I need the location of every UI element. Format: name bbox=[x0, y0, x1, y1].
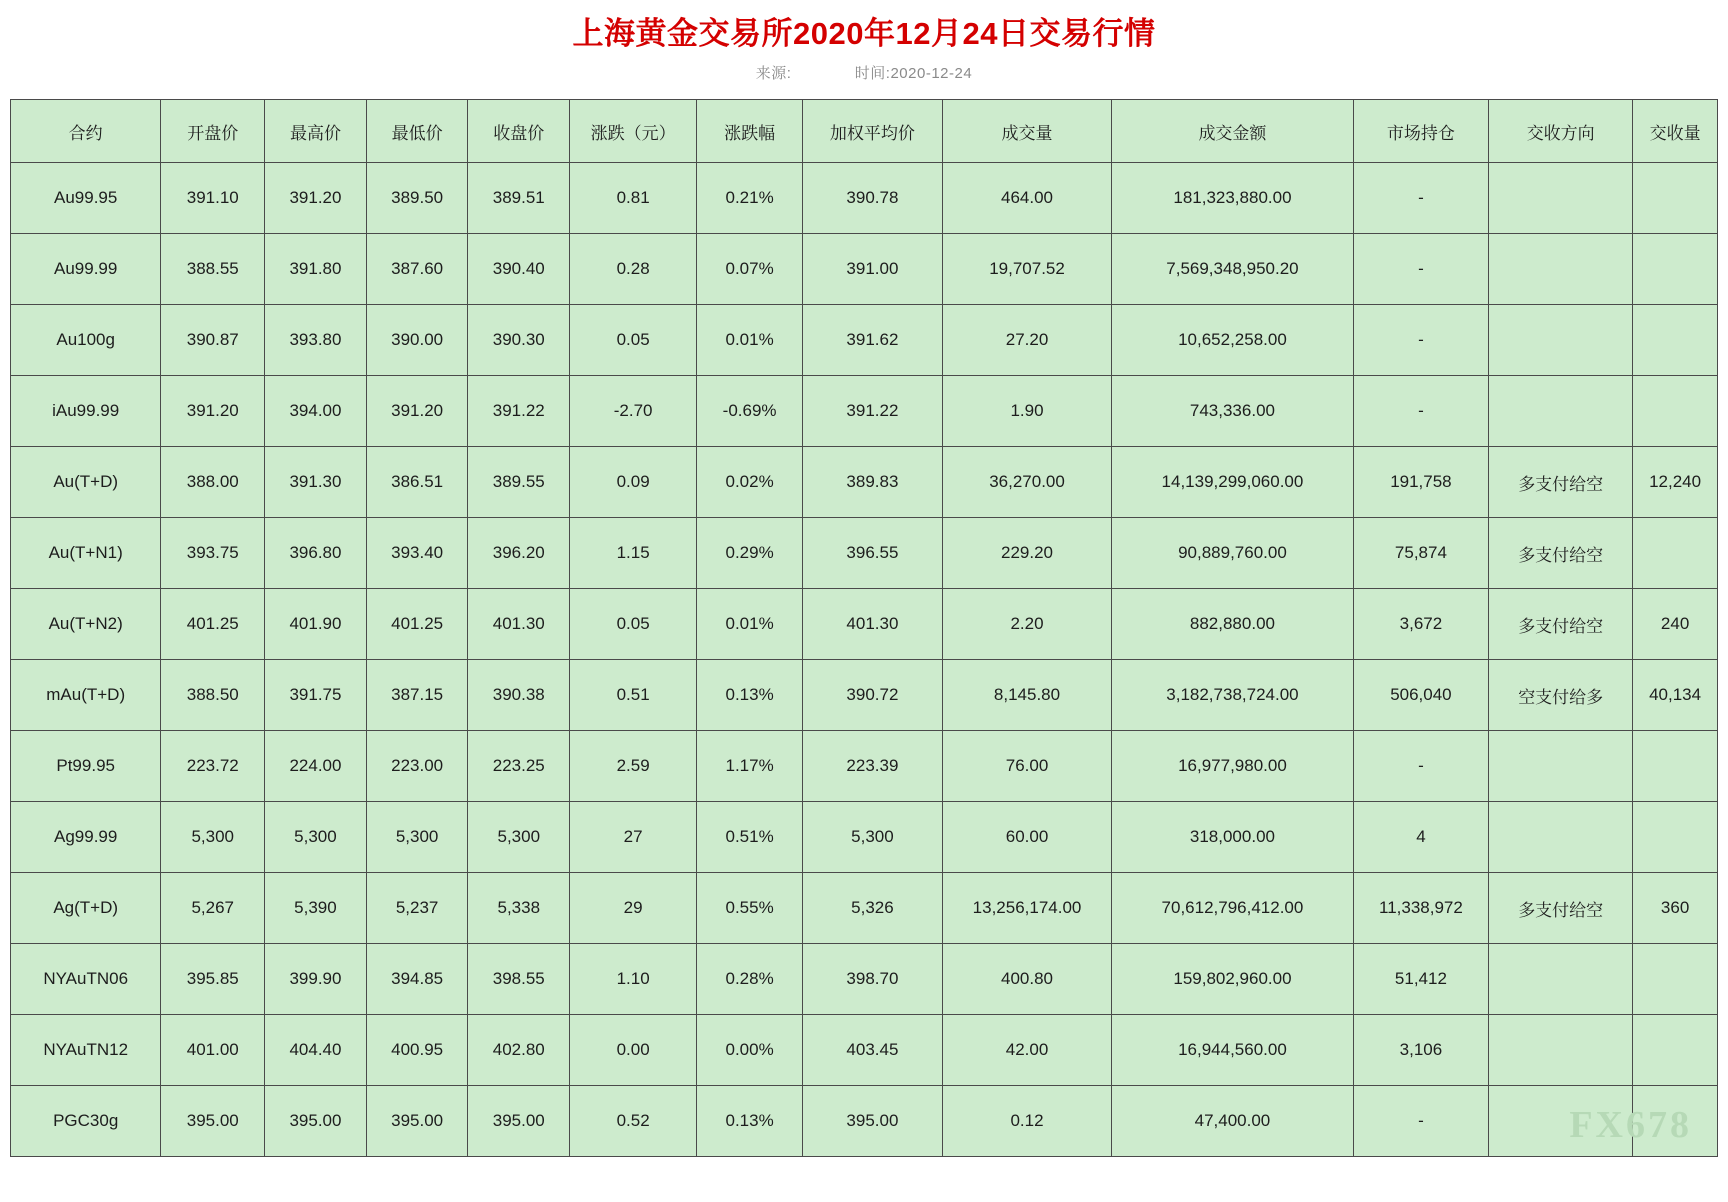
data-cell: 0.07% bbox=[697, 234, 803, 305]
data-cell: 12,240 bbox=[1633, 447, 1718, 518]
data-cell: 400.80 bbox=[942, 944, 1111, 1015]
data-cell: 389.51 bbox=[468, 163, 570, 234]
table-row bbox=[11, 447, 1718, 518]
data-cell: 390.30 bbox=[468, 305, 570, 376]
page-title: 上海黄金交易所2020年12月24日交易行情 bbox=[572, 16, 1156, 51]
data-cell: 27.20 bbox=[942, 305, 1111, 376]
data-cell: 3,672 bbox=[1353, 589, 1489, 660]
data-cell: 0.05 bbox=[570, 305, 697, 376]
data-cell: 401.90 bbox=[265, 589, 367, 660]
table-row bbox=[11, 731, 1718, 802]
table-row bbox=[11, 589, 1718, 660]
column-header-5: 涨跌（元） bbox=[570, 100, 697, 163]
data-cell: 404.40 bbox=[265, 1015, 367, 1086]
data-cell: 394.85 bbox=[366, 944, 468, 1015]
data-cell: 391.00 bbox=[803, 234, 943, 305]
data-cell: 389.50 bbox=[366, 163, 468, 234]
column-header-7: 加权平均价 bbox=[803, 100, 943, 163]
data-cell bbox=[1489, 944, 1633, 1015]
data-cell: 0.12 bbox=[942, 1086, 1111, 1157]
data-cell: 5,338 bbox=[468, 873, 570, 944]
data-cell: 3,106 bbox=[1353, 1015, 1489, 1086]
data-cell: 60.00 bbox=[942, 802, 1111, 873]
data-cell: 181,323,880.00 bbox=[1112, 163, 1353, 234]
table-row bbox=[11, 518, 1718, 589]
data-cell: 5,300 bbox=[803, 802, 943, 873]
data-cell: 多支付给空 bbox=[1489, 589, 1633, 660]
table-body bbox=[11, 163, 1718, 1157]
data-cell: 3,182,738,724.00 bbox=[1112, 660, 1353, 731]
contract-cell: Pt99.95 bbox=[11, 731, 161, 802]
table-row bbox=[11, 944, 1718, 1015]
data-cell: 0.13% bbox=[697, 1086, 803, 1157]
table-row bbox=[11, 376, 1718, 447]
data-cell: 1.17% bbox=[697, 731, 803, 802]
data-cell: 393.80 bbox=[265, 305, 367, 376]
data-cell: 389.83 bbox=[803, 447, 943, 518]
data-cell: 743,336.00 bbox=[1112, 376, 1353, 447]
data-cell: 223.39 bbox=[803, 731, 943, 802]
data-cell: 388.55 bbox=[161, 234, 265, 305]
column-header-3: 最低价 bbox=[366, 100, 468, 163]
data-cell: 401.25 bbox=[366, 589, 468, 660]
data-cell: 224.00 bbox=[265, 731, 367, 802]
contract-cell: Ag99.99 bbox=[11, 802, 161, 873]
data-cell: 4 bbox=[1353, 802, 1489, 873]
data-cell: 159,802,960.00 bbox=[1112, 944, 1353, 1015]
data-cell: 76.00 bbox=[942, 731, 1111, 802]
table-row bbox=[11, 1086, 1718, 1157]
table-row bbox=[11, 873, 1718, 944]
data-cell: 1.10 bbox=[570, 944, 697, 1015]
data-cell: 391.22 bbox=[468, 376, 570, 447]
data-cell: 0.52 bbox=[570, 1086, 697, 1157]
contract-cell: PGC30g bbox=[11, 1086, 161, 1157]
data-cell: 395.00 bbox=[161, 1086, 265, 1157]
data-cell: 360 bbox=[1633, 873, 1718, 944]
data-cell: 5,300 bbox=[468, 802, 570, 873]
data-cell: 390.78 bbox=[803, 163, 943, 234]
data-cell: 391.20 bbox=[161, 376, 265, 447]
data-cell bbox=[1489, 234, 1633, 305]
data-cell: 882,880.00 bbox=[1112, 589, 1353, 660]
data-cell: 395.00 bbox=[366, 1086, 468, 1157]
data-cell bbox=[1633, 731, 1718, 802]
contract-cell: Au99.95 bbox=[11, 163, 161, 234]
data-cell: 0.55% bbox=[697, 873, 803, 944]
data-cell: 2.59 bbox=[570, 731, 697, 802]
data-cell: - bbox=[1353, 1086, 1489, 1157]
data-cell: 0.28 bbox=[570, 234, 697, 305]
data-cell: 395.85 bbox=[161, 944, 265, 1015]
data-cell: 多支付给空 bbox=[1489, 518, 1633, 589]
data-cell: 0.00% bbox=[697, 1015, 803, 1086]
data-cell bbox=[1633, 944, 1718, 1015]
data-cell: 396.20 bbox=[468, 518, 570, 589]
data-cell: 空支付给多 bbox=[1489, 660, 1633, 731]
data-cell bbox=[1489, 1015, 1633, 1086]
contract-cell: Au100g bbox=[11, 305, 161, 376]
data-cell bbox=[1489, 1086, 1633, 1157]
data-cell: 7,569,348,950.20 bbox=[1112, 234, 1353, 305]
data-cell: 0.51 bbox=[570, 660, 697, 731]
data-cell: 390.00 bbox=[366, 305, 468, 376]
contract-cell: Au(T+N2) bbox=[11, 589, 161, 660]
data-cell: 387.60 bbox=[366, 234, 468, 305]
data-cell: 391.20 bbox=[265, 163, 367, 234]
data-cell: 29 bbox=[570, 873, 697, 944]
column-header-1: 开盘价 bbox=[161, 100, 265, 163]
source-label: 来源: bbox=[755, 65, 792, 83]
table-row bbox=[11, 163, 1718, 234]
data-cell: 394.00 bbox=[265, 376, 367, 447]
data-cell: 2.20 bbox=[942, 589, 1111, 660]
data-cell: 393.75 bbox=[161, 518, 265, 589]
data-cell bbox=[1489, 163, 1633, 234]
data-cell: 318,000.00 bbox=[1112, 802, 1353, 873]
data-cell: 402.80 bbox=[468, 1015, 570, 1086]
data-cell: 389.55 bbox=[468, 447, 570, 518]
data-cell: 0.13% bbox=[697, 660, 803, 731]
contract-cell: iAu99.99 bbox=[11, 376, 161, 447]
data-cell: 0.28% bbox=[697, 944, 803, 1015]
column-header-11: 交收方向 bbox=[1489, 100, 1633, 163]
data-cell bbox=[1633, 305, 1718, 376]
data-cell: 388.50 bbox=[161, 660, 265, 731]
data-cell: 0.21% bbox=[697, 163, 803, 234]
column-header-4: 收盘价 bbox=[468, 100, 570, 163]
data-cell bbox=[1633, 1015, 1718, 1086]
data-cell: 400.95 bbox=[366, 1015, 468, 1086]
data-cell: 90,889,760.00 bbox=[1112, 518, 1353, 589]
data-cell: 11,338,972 bbox=[1353, 873, 1489, 944]
data-cell: 0.01% bbox=[697, 589, 803, 660]
quotes-table bbox=[10, 99, 1718, 1157]
data-cell: 5,326 bbox=[803, 873, 943, 944]
data-cell: 0.00 bbox=[570, 1015, 697, 1086]
data-cell: 401.25 bbox=[161, 589, 265, 660]
data-cell: 13,256,174.00 bbox=[942, 873, 1111, 944]
table-row bbox=[11, 660, 1718, 731]
data-cell: 401.30 bbox=[468, 589, 570, 660]
data-cell: 395.00 bbox=[265, 1086, 367, 1157]
data-cell: 229.20 bbox=[942, 518, 1111, 589]
data-cell: 391.30 bbox=[265, 447, 367, 518]
data-cell bbox=[1633, 234, 1718, 305]
data-cell: -2.70 bbox=[570, 376, 697, 447]
data-cell: - bbox=[1353, 163, 1489, 234]
column-header-8: 成交量 bbox=[942, 100, 1111, 163]
data-cell: 36,270.00 bbox=[942, 447, 1111, 518]
data-cell: 1.90 bbox=[942, 376, 1111, 447]
data-cell: 19,707.52 bbox=[942, 234, 1111, 305]
data-cell bbox=[1489, 305, 1633, 376]
data-cell: 401.00 bbox=[161, 1015, 265, 1086]
contract-cell: Au(T+D) bbox=[11, 447, 161, 518]
data-cell: 14,139,299,060.00 bbox=[1112, 447, 1353, 518]
data-cell: 506,040 bbox=[1353, 660, 1489, 731]
data-cell: 395.00 bbox=[803, 1086, 943, 1157]
data-cell: 70,612,796,412.00 bbox=[1112, 873, 1353, 944]
data-cell: 8,145.80 bbox=[942, 660, 1111, 731]
data-cell: 398.70 bbox=[803, 944, 943, 1015]
column-header-9: 成交金额 bbox=[1112, 100, 1353, 163]
data-cell: 391.62 bbox=[803, 305, 943, 376]
contract-cell: Au(T+N1) bbox=[11, 518, 161, 589]
data-cell bbox=[1633, 802, 1718, 873]
data-cell: 223.25 bbox=[468, 731, 570, 802]
time-label: 时间:2020-12-24 bbox=[854, 65, 973, 83]
column-header-6: 涨跌幅 bbox=[697, 100, 803, 163]
data-cell: 393.40 bbox=[366, 518, 468, 589]
column-header-2: 最高价 bbox=[265, 100, 367, 163]
data-cell: 391.20 bbox=[366, 376, 468, 447]
data-cell: 5,300 bbox=[265, 802, 367, 873]
data-cell: 240 bbox=[1633, 589, 1718, 660]
contract-cell: Ag(T+D) bbox=[11, 873, 161, 944]
data-cell: - bbox=[1353, 731, 1489, 802]
data-cell: 16,977,980.00 bbox=[1112, 731, 1353, 802]
data-cell bbox=[1633, 163, 1718, 234]
data-cell: 0.29% bbox=[697, 518, 803, 589]
data-cell: 0.05 bbox=[570, 589, 697, 660]
data-cell: 391.10 bbox=[161, 163, 265, 234]
data-cell: 391.75 bbox=[265, 660, 367, 731]
data-cell: 223.72 bbox=[161, 731, 265, 802]
table-row bbox=[11, 802, 1718, 873]
data-cell: 0.81 bbox=[570, 163, 697, 234]
page-meta bbox=[0, 62, 1728, 99]
data-cell: 191,758 bbox=[1353, 447, 1489, 518]
data-cell: 390.40 bbox=[468, 234, 570, 305]
data-cell: 390.72 bbox=[803, 660, 943, 731]
table-row bbox=[11, 234, 1718, 305]
data-cell: 387.15 bbox=[366, 660, 468, 731]
quotes-table-wrap bbox=[10, 99, 1718, 1157]
data-cell: 27 bbox=[570, 802, 697, 873]
data-cell: 75,874 bbox=[1353, 518, 1489, 589]
data-cell: - bbox=[1353, 305, 1489, 376]
data-cell: 5,300 bbox=[161, 802, 265, 873]
data-cell: 多支付给空 bbox=[1489, 873, 1633, 944]
data-cell: 5,390 bbox=[265, 873, 367, 944]
watermark: FX678 bbox=[1569, 1104, 1692, 1147]
contract-cell: mAu(T+D) bbox=[11, 660, 161, 731]
data-cell: 5,267 bbox=[161, 873, 265, 944]
table-header bbox=[11, 100, 1718, 163]
data-cell: 0.51% bbox=[697, 802, 803, 873]
data-cell: - bbox=[1353, 376, 1489, 447]
table-header-row bbox=[11, 100, 1718, 163]
column-header-0: 合约 bbox=[11, 100, 161, 163]
data-cell: 391.80 bbox=[265, 234, 367, 305]
data-cell bbox=[1489, 376, 1633, 447]
data-cell bbox=[1489, 731, 1633, 802]
data-cell: 223.00 bbox=[366, 731, 468, 802]
data-cell: 403.45 bbox=[803, 1015, 943, 1086]
data-cell: - bbox=[1353, 234, 1489, 305]
data-cell: 395.00 bbox=[468, 1086, 570, 1157]
data-cell bbox=[1489, 802, 1633, 873]
data-cell: 390.38 bbox=[468, 660, 570, 731]
table-row bbox=[11, 305, 1718, 376]
column-header-12: 交收量 bbox=[1633, 100, 1718, 163]
data-cell: 0.02% bbox=[697, 447, 803, 518]
data-cell: 396.80 bbox=[265, 518, 367, 589]
data-cell: 388.00 bbox=[161, 447, 265, 518]
contract-cell: NYAuTN12 bbox=[11, 1015, 161, 1086]
data-cell: 10,652,258.00 bbox=[1112, 305, 1353, 376]
data-cell bbox=[1633, 518, 1718, 589]
data-cell: 多支付给空 bbox=[1489, 447, 1633, 518]
data-cell: 5,237 bbox=[366, 873, 468, 944]
data-cell: 51,412 bbox=[1353, 944, 1489, 1015]
data-cell: 47,400.00 bbox=[1112, 1086, 1353, 1157]
data-cell bbox=[1633, 1086, 1718, 1157]
data-cell: 386.51 bbox=[366, 447, 468, 518]
data-cell: 0.01% bbox=[697, 305, 803, 376]
data-cell: 391.22 bbox=[803, 376, 943, 447]
contract-cell: Au99.99 bbox=[11, 234, 161, 305]
data-cell: 1.15 bbox=[570, 518, 697, 589]
data-cell: 464.00 bbox=[942, 163, 1111, 234]
data-cell: 390.87 bbox=[161, 305, 265, 376]
data-cell: 16,944,560.00 bbox=[1112, 1015, 1353, 1086]
data-cell: -0.69% bbox=[697, 376, 803, 447]
table-row bbox=[11, 1015, 1718, 1086]
data-cell: 399.90 bbox=[265, 944, 367, 1015]
data-cell: 0.09 bbox=[570, 447, 697, 518]
data-cell: 42.00 bbox=[942, 1015, 1111, 1086]
data-cell bbox=[1633, 376, 1718, 447]
data-cell: 5,300 bbox=[366, 802, 468, 873]
data-cell: 398.55 bbox=[468, 944, 570, 1015]
data-cell: 401.30 bbox=[803, 589, 943, 660]
contract-cell: NYAuTN06 bbox=[11, 944, 161, 1015]
data-cell: 40,134 bbox=[1633, 660, 1718, 731]
column-header-10: 市场持仓 bbox=[1353, 100, 1489, 163]
data-cell: 396.55 bbox=[803, 518, 943, 589]
